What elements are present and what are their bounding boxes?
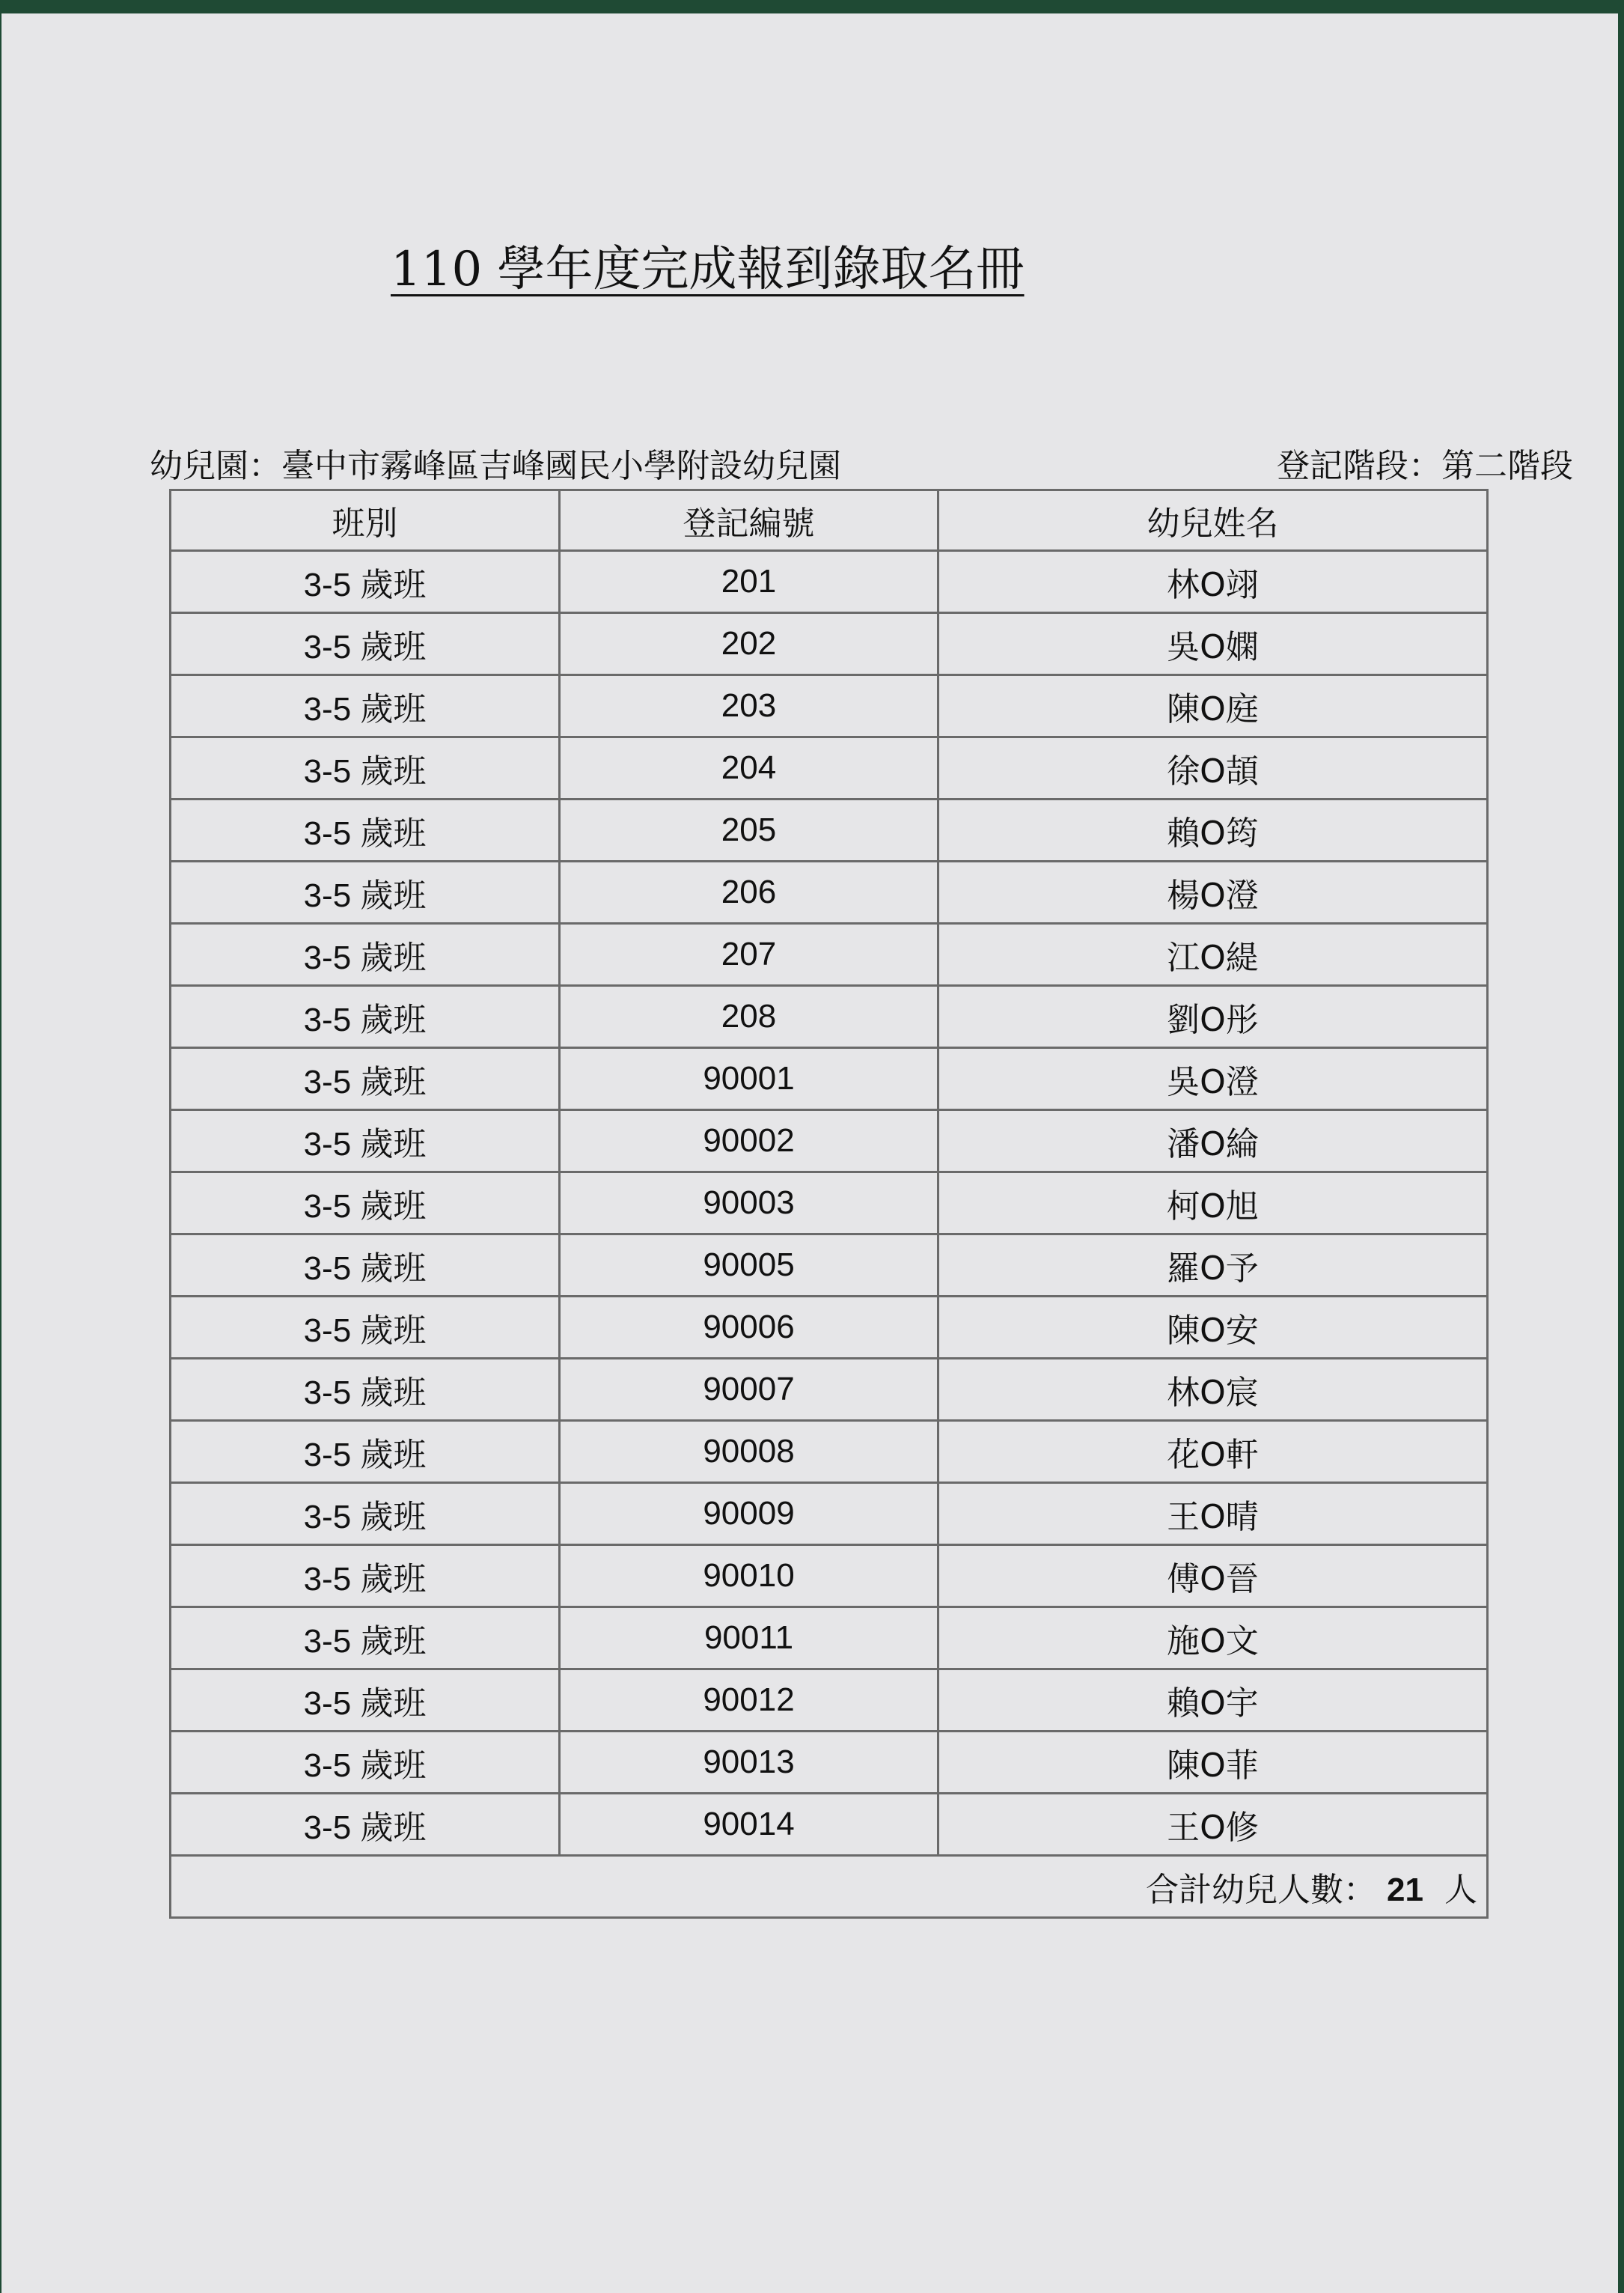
registration-stage: 登記階段：第二階段 [1277,447,1573,485]
total-label: 合計幼兒人數： [1146,1871,1377,1909]
number-cell: 90005 [560,1234,938,1297]
name-cell: 劉O彤 [938,986,1488,1048]
class-cell: 3-5 歲班 [171,1732,560,1794]
number-cell: 202 [560,613,938,675]
class-cell: 3-5 歲班 [171,1483,560,1545]
class-cell: 3-5 歲班 [171,1048,560,1110]
number-cell: 90003 [560,1172,938,1234]
document-page [1,13,1618,2293]
class-cell: 3-5 歲班 [171,613,560,675]
number-cell: 207 [560,924,938,986]
number-cell: 203 [560,675,938,737]
kindergarten-name: 幼兒園：臺中市霧峰區吉峰國民小學附設幼兒園 [150,447,841,485]
table-row [171,1048,1488,1110]
table-row [171,800,1488,862]
number-cell: 90007 [560,1359,938,1421]
table-row [171,986,1488,1048]
class-cell: 3-5 歲班 [171,1110,560,1172]
table-row [171,737,1488,800]
class-cell: 3-5 歲班 [171,1359,560,1421]
class-cell: 3-5 歲班 [171,1669,560,1732]
class-cell: 3-5 歲班 [171,1545,560,1607]
table-row [171,1794,1488,1856]
class-cell: 3-5 歲班 [171,800,560,862]
name-cell: 吳O嫻 [938,613,1488,675]
name-cell: 林O翊 [938,551,1488,613]
class-cell: 3-5 歲班 [171,1297,560,1359]
table-row [171,1297,1488,1359]
number-cell: 90012 [560,1669,938,1732]
name-cell: 楊O澄 [938,862,1488,924]
number-cell: 205 [560,800,938,862]
name-cell: 施O文 [938,1607,1488,1669]
header-name: 幼兒姓名 [938,490,1488,551]
table-row [171,1421,1488,1483]
number-cell: 208 [560,986,938,1048]
class-cell: 3-5 歲班 [171,1794,560,1856]
table-row [171,613,1488,675]
admission-roster-table [169,489,1489,1919]
number-cell: 90001 [560,1048,938,1110]
name-cell: 吳O澄 [938,1048,1488,1110]
number-cell: 201 [560,551,938,613]
class-cell: 3-5 歲班 [171,551,560,613]
number-cell: 90010 [560,1545,938,1607]
total-row [171,1856,1488,1918]
table-row [171,1607,1488,1669]
name-cell: 陳O庭 [938,675,1488,737]
name-cell: 潘O綸 [938,1110,1488,1172]
number-cell: 206 [560,862,938,924]
name-cell: 江O緹 [938,924,1488,986]
number-cell: 90006 [560,1297,938,1359]
name-cell: 陳O菲 [938,1732,1488,1794]
class-cell: 3-5 歲班 [171,986,560,1048]
name-cell: 柯O旭 [938,1172,1488,1234]
number-cell: 90002 [560,1110,938,1172]
name-cell: 徐O頡 [938,737,1488,800]
class-cell: 3-5 歲班 [171,924,560,986]
number-cell: 90011 [560,1607,938,1669]
class-cell: 3-5 歲班 [171,675,560,737]
table-row [171,1669,1488,1732]
table-row [171,1483,1488,1545]
class-cell: 3-5 歲班 [171,1421,560,1483]
name-cell: 賴O宇 [938,1669,1488,1732]
table-row [171,1234,1488,1297]
class-cell: 3-5 歲班 [171,862,560,924]
number-cell: 204 [560,737,938,800]
header-class: 班別 [171,490,560,551]
table-row [171,862,1488,924]
class-cell: 3-5 歲班 [171,737,560,800]
document-title: 110 學年度完成報到錄取名冊 [391,242,1025,297]
total-cell [171,1856,1488,1918]
number-cell: 90009 [560,1483,938,1545]
table-header-row [171,490,1488,551]
class-cell: 3-5 歲班 [171,1234,560,1297]
table-row [171,675,1488,737]
table-row [171,1172,1488,1234]
number-cell: 90008 [560,1421,938,1483]
number-cell: 90014 [560,1794,938,1856]
name-cell: 花O軒 [938,1421,1488,1483]
name-cell: 王O修 [938,1794,1488,1856]
header-number: 登記編號 [560,490,938,551]
table-row [171,1545,1488,1607]
total-count: 21 [1387,1872,1423,1908]
table-row [171,1110,1488,1172]
name-cell: 傅O晉 [938,1545,1488,1607]
table-row [171,924,1488,986]
name-cell: 羅O予 [938,1234,1488,1297]
name-cell: 陳O安 [938,1297,1488,1359]
table-row [171,1359,1488,1421]
name-cell: 賴O筠 [938,800,1488,862]
total-unit: 人 [1444,1871,1477,1909]
table-row [171,1732,1488,1794]
number-cell: 90013 [560,1732,938,1794]
table-row [171,551,1488,613]
name-cell: 林O宸 [938,1359,1488,1421]
class-cell: 3-5 歲班 [171,1607,560,1669]
name-cell: 王O晴 [938,1483,1488,1545]
class-cell: 3-5 歲班 [171,1172,560,1234]
